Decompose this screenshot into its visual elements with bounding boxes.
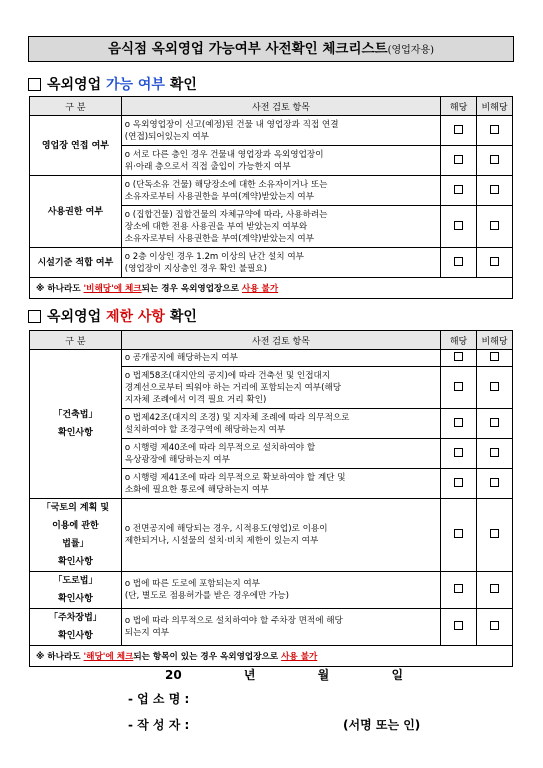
checkbox-cell-no[interactable] [477, 439, 513, 469]
checkbox-cell-yes[interactable] [441, 350, 477, 367]
table-row [30, 248, 513, 278]
checkbox-cell-no[interactable] [477, 367, 513, 409]
checkbox-no[interactable] [490, 155, 499, 164]
section1-table [29, 96, 513, 299]
check-item-text: o 시행령 제41조에 따라 의무적으로 확보하여야 할 계단 및 소화에 필요한 통로에 해당하는지 여부 [121, 469, 440, 499]
table-row [30, 499, 513, 572]
checkbox-cell-yes[interactable] [441, 499, 477, 572]
checkbox-yes[interactable] [454, 584, 463, 593]
checkbox-cell-no[interactable] [477, 499, 513, 572]
signature-label: (서명 또는 인) [343, 718, 421, 732]
check-item-text: o 공개공지에 해당하는지 여부 [121, 350, 440, 367]
checkbox-cell-no[interactable] [477, 409, 513, 439]
checkbox-no[interactable] [490, 529, 499, 538]
title-main: 음식점 옥외영업 가능여부 사전확인 체크리스트 [107, 41, 388, 57]
row-category: 「주차장법」 확인사항 [30, 609, 122, 646]
warning-note: ※ 하나라도 '해당'에 체크되는 항목이 있는 경우 옥외영업장으로 사용 불가 [30, 646, 513, 667]
checkbox-cell-no[interactable] [477, 609, 513, 646]
header-item: 사전 검토 항목 [121, 97, 440, 116]
header-no: 비해당 [477, 331, 513, 350]
table-row [30, 116, 513, 146]
section1-heading: 옥외영업 가능 여부 확인 [28, 74, 197, 94]
checkbox-no[interactable] [490, 478, 499, 487]
checkbox-square-icon [28, 310, 41, 323]
header-category: 구 분 [30, 97, 122, 116]
header-yes: 해당 [441, 331, 477, 350]
checkbox-no[interactable] [490, 621, 499, 630]
checkbox-no[interactable] [490, 418, 499, 427]
checkbox-square-icon [28, 78, 41, 91]
document-title [28, 36, 514, 62]
checkbox-yes[interactable] [454, 352, 463, 361]
check-item-text: o 법제58조(대지안의 공지)에 따라 건축선 및 인접대지 경계선으로부터 띄워야 하는 거리에 포함되는지 여부(해당 지자체 조례에서 이격 필요 거리 확인) [121, 367, 440, 409]
checkbox-yes[interactable] [454, 257, 463, 266]
note-row [30, 646, 513, 667]
checkbox-cell-yes[interactable] [441, 572, 477, 609]
checkbox-cell-no[interactable] [477, 176, 513, 206]
table-row [30, 176, 513, 206]
title-sub: (영업자용) [387, 45, 435, 56]
checkbox-cell-no[interactable] [477, 350, 513, 367]
date-line: 20 년 월 일 [165, 668, 404, 682]
checkbox-cell-yes[interactable] [441, 469, 477, 499]
checkbox-cell-yes[interactable] [441, 609, 477, 646]
checkbox-cell-yes[interactable] [441, 176, 477, 206]
check-item-text: o 전면공지에 해당되는 경우, 시적용도(영업)로 이용이 제한되거나, 시설물의 설치·비치 제한이 있는지 여부 [121, 499, 440, 572]
checkbox-cell-yes[interactable] [441, 367, 477, 409]
business-name-field[interactable]: - 업 소 명 : [128, 692, 190, 706]
table-row [30, 572, 513, 609]
checkbox-cell-no[interactable] [477, 469, 513, 499]
checkbox-cell-yes[interactable] [441, 248, 477, 278]
check-item-text: o 법에 따라 의무적으로 설치하여야 할 주차장 면적에 해당 되는지 여부 [121, 609, 440, 646]
header-yes: 해당 [441, 97, 477, 116]
check-item-text: o (집합건물) 집합건물의 자체규약에 따라, 사용하려는 장소에 대한 전용 사용권을 부여 받았는지 여부와 소유자로부터 사용권한을 부여(계약)받았는지 여부 [121, 206, 440, 248]
checkbox-yes[interactable] [454, 185, 463, 194]
checkbox-cell-yes[interactable] [441, 206, 477, 248]
checkbox-yes[interactable] [454, 155, 463, 164]
checkbox-yes[interactable] [454, 125, 463, 134]
checkbox-cell-yes[interactable] [441, 146, 477, 176]
row-category: 시설기준 적합 여부 [30, 248, 122, 278]
section2-table [29, 330, 513, 667]
checkbox-no[interactable] [490, 125, 499, 134]
checkbox-yes[interactable] [454, 418, 463, 427]
checkbox-cell-no[interactable] [477, 572, 513, 609]
row-category: 영업장 연접 여부 [30, 116, 122, 176]
checkbox-yes[interactable] [454, 529, 463, 538]
section2-heading: 옥외영업 제한 사항 확인 [28, 306, 197, 326]
checkbox-no[interactable] [490, 584, 499, 593]
checkbox-yes[interactable] [454, 448, 463, 457]
checkbox-no[interactable] [490, 352, 499, 361]
table-row [30, 350, 513, 367]
row-category: 「도로법」 확인사항 [30, 572, 122, 609]
checkbox-cell-no[interactable] [477, 206, 513, 248]
check-item-text: o 서로 다른 층인 경우 건물내 영업장과 옥외영업장이 위·아래 층으로서 직접 출입이 가능한지 여부 [121, 146, 440, 176]
checkbox-cell-yes[interactable] [441, 409, 477, 439]
check-item-text: o 2층 이상인 경우 1.2m 이상의 난간 설치 여부 (영업장이 지상층인 경우 확인 불필요) [121, 248, 440, 278]
check-item-text: o 시행령 제40조에 따라 의무적으로 설치하여야 할 옥상광장에 해당하는지 여부 [121, 439, 440, 469]
warning-note: ※ 하나라도 '비해당'에 체크되는 경우 옥외영업장으로 사용 불가 [30, 278, 513, 299]
checkbox-cell-no[interactable] [477, 248, 513, 278]
row-category: 「국토의 계획 및 이용에 관한 법률」 확인사항 [30, 499, 122, 572]
checkbox-yes[interactable] [454, 221, 463, 230]
row-category: 「건축법」 확인사항 [30, 350, 122, 499]
checkbox-yes[interactable] [454, 382, 463, 391]
writer-field[interactable]: - 작 성 자 : [128, 718, 190, 732]
table-row [30, 609, 513, 646]
checkbox-cell-yes[interactable] [441, 439, 477, 469]
row-category: 사용권한 여부 [30, 176, 122, 248]
header-category: 구 분 [30, 331, 122, 350]
note-row [30, 278, 513, 299]
header-item: 사전 검토 항목 [121, 331, 440, 350]
checkbox-yes[interactable] [454, 621, 463, 630]
check-item-text: o 법제42조(대지의 조경) 및 지자체 조례에 따라 의무적으로 설치하여야 할 조경구역에 해당하는지 여부 [121, 409, 440, 439]
checkbox-no[interactable] [490, 382, 499, 391]
checkbox-cell-yes[interactable] [441, 116, 477, 146]
checkbox-no[interactable] [490, 221, 499, 230]
check-item-text: o 옥외영업장이 신고(예정)된 건물 내 영업장과 직접 연결 (연접)되어있는지 여부 [121, 116, 440, 146]
header-no: 비해당 [477, 97, 513, 116]
checkbox-cell-no[interactable] [477, 146, 513, 176]
check-item-text: o 법에 따른 도로에 포함되는지 여부 (단, 별도로 점용허가를 받은 경우에만 가능) [121, 572, 440, 609]
checkbox-cell-no[interactable] [477, 116, 513, 146]
check-item-text: o (단독소유 건물) 해당장소에 대한 소유자이거나 또는 소유자로부터 사용권한을 부여(계약)받았는지 여부 [121, 176, 440, 206]
checkbox-no[interactable] [490, 257, 499, 266]
checkbox-yes[interactable] [454, 478, 463, 487]
checkbox-no[interactable] [490, 448, 499, 457]
checkbox-no[interactable] [490, 185, 499, 194]
